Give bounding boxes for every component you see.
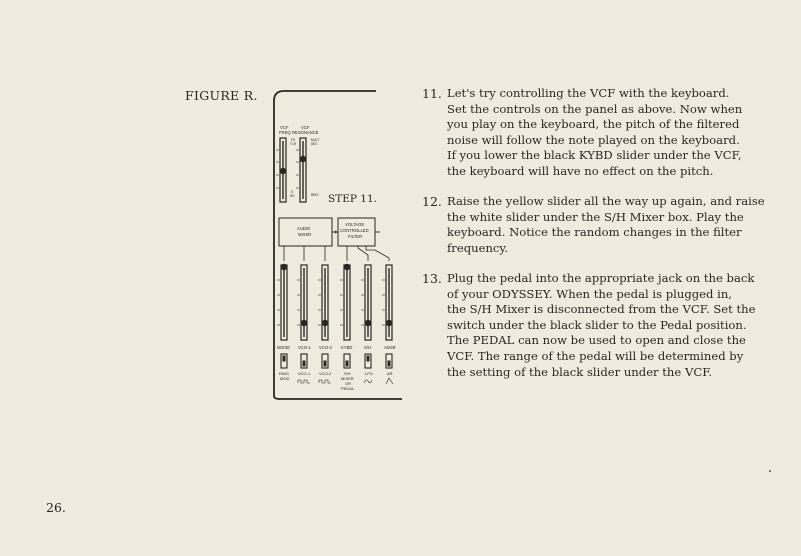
step-number: 11. (422, 86, 442, 101)
adsr-slider (386, 265, 392, 340)
step-text-line: the setting of the black slider under the VCF. (447, 364, 713, 379)
mid-label-r: MULT (311, 138, 320, 142)
switch-label-vco1: VCO-1 (298, 371, 311, 376)
vco2-slider (322, 265, 328, 340)
ar-envelope-icon (386, 378, 393, 384)
step-text-line: Plug the pedal into the appropriate jack on the back (447, 271, 755, 285)
vcf-res-label: VCF (301, 125, 310, 130)
bottom-slider-ticks (277, 280, 385, 325)
switches (281, 354, 392, 368)
step-text-line: keyboard. Notice the random changes in the filter (447, 225, 742, 240)
bot-label-l: S (291, 190, 294, 194)
switch-label-ar: AR (387, 371, 393, 376)
vcf-box-label-2: CONTROLLED (340, 228, 369, 233)
step-text-line: switch under the black slider to the Pedal position. (447, 317, 747, 332)
vcf-res-label-2: RESONANCE (292, 130, 319, 135)
step-11 (422, 86, 742, 180)
sine-wave-icon (364, 380, 372, 383)
step-text-line: If you lower the black KYBD slider under the VCF, (447, 148, 742, 163)
vco1-slider (301, 265, 307, 340)
audio-mixer-label-2: MIXER (298, 232, 312, 237)
vcf-box-label: VOLTAGE (345, 222, 365, 227)
step-text-line: the keyboard will have no effect on the pitch. (447, 163, 714, 178)
step-12 (422, 194, 765, 256)
switch-label-sh: S/H (344, 371, 351, 376)
page-number: 26. (46, 500, 66, 515)
step-number: 12. (422, 194, 442, 209)
step-text-line: noise will follow the note played on the keyboard. (447, 132, 740, 147)
step-13 (422, 271, 756, 380)
step-text-line: Let's try controlling the VCF with the keyboard. (447, 86, 730, 100)
mid-label-l: FS (291, 138, 296, 142)
step-text-line: Raise the yellow slider all the way up again, and raise (447, 194, 765, 208)
sh-slider (365, 265, 371, 340)
switch-label-or: OR (345, 381, 351, 386)
step-text-line: the white slider under the S/H Mixer box. Play the (447, 209, 744, 224)
stray-mark (769, 470, 771, 472)
step-text-line: the S/H Mixer is disconnected from the VCF. Set the (447, 302, 756, 317)
bot-label-r: BRIS (311, 193, 319, 197)
kybd-slider (344, 264, 350, 340)
slider-label-kybd: KYBD (341, 345, 353, 350)
step-number: 13. (422, 271, 442, 286)
slider-label-vco2: VCO-2 (319, 345, 332, 350)
switch-label-pedal: PEDAL (341, 386, 355, 391)
switch-label-ring: RING (279, 371, 289, 376)
slider-label-vco1: VCO-1 (298, 345, 311, 350)
square-wave-icon-2 (319, 380, 331, 383)
slider-label-noise: NOISE (277, 345, 291, 350)
step-text-line: frequency. (447, 240, 509, 255)
vcf-freq-slider (280, 138, 286, 202)
switch-label-mixer: MIXER (341, 376, 354, 381)
synth-panel-figure (250, 80, 410, 406)
vcf-freq-label-2: FREQ (279, 130, 291, 135)
slider-label-sh: S/H (364, 345, 371, 350)
switch-label-vco2: VCO-2 (319, 371, 332, 376)
step-text-line: Set the controls on the panel as above. Now when (447, 101, 743, 116)
switch-label-mod: MOD (280, 376, 290, 381)
mid-label-l2: TLR (290, 142, 297, 146)
step-text-line: The PEDAL can now be used to open and close the (447, 333, 746, 348)
bot-label-l2: SH (290, 194, 295, 198)
vcf-freq-label: VCF (280, 125, 289, 130)
square-wave-icon (298, 380, 310, 383)
slider-label-adsr: ADSR (384, 345, 396, 350)
figure-label: FIGURE R. (185, 88, 258, 103)
vcf-resonance-slider (300, 138, 306, 202)
switch-label-lfo: LFO (365, 371, 373, 376)
mid-label-r2: DEC (311, 142, 318, 146)
step-text-line: VCF. The range of the pedal will be determined by (447, 348, 744, 363)
noise-slider (281, 264, 287, 340)
connection-lines (284, 246, 389, 261)
audio-mixer-label: AUDIO (297, 226, 311, 231)
step-text-line: of your ODYSSEY. When the pedal is plugged in, (447, 286, 732, 301)
vcf-box-label-3: FILTER (348, 234, 363, 239)
step-text-line: you play on the keyboard, the pitch of the filtered (447, 117, 740, 132)
step-11-label: STEP 11. (328, 193, 377, 205)
